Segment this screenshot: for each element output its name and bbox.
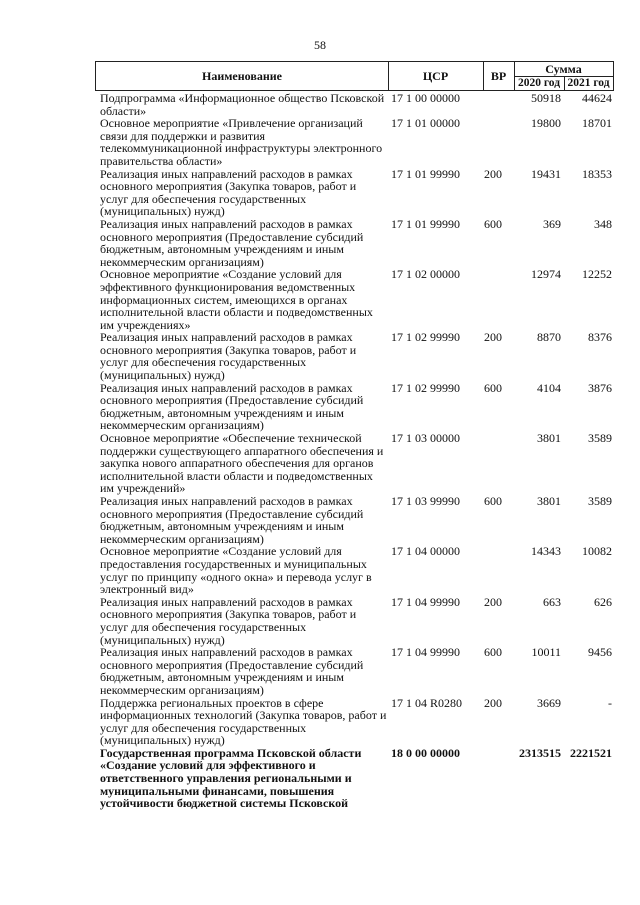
- row-csr: 18 0 00 00000: [391, 745, 460, 760]
- row-2020: 50918: [531, 91, 561, 105]
- row-vr: [482, 545, 513, 595]
- row-csr: 17 1 01 99990: [391, 216, 460, 231]
- header-vr: ВР: [483, 62, 515, 90]
- row-name: Поддержка региональных проектов в сфере информационных технологий (Закупка товаров, работ и услуг для обеспечения государственных (муниципальных) нужд): [100, 695, 387, 748]
- row-2020: 2313515: [519, 745, 561, 760]
- row-vr: 600: [484, 216, 502, 231]
- row-2021: 348: [594, 216, 612, 231]
- row-2020: 10011: [531, 645, 561, 660]
- row-name: Реализация иных направлений расходов в рамках основного мероприятия (Предоставление субсидий бюджетным, автономным учреждениям и иным некоммерческим организациям): [100, 645, 364, 697]
- row-2021: 12252: [582, 267, 612, 282]
- table-row: [95, 382, 614, 432]
- header-year-2021: 2021 год: [567, 77, 610, 89]
- row-2020: 19431: [531, 166, 561, 181]
- row-2020: 12974: [531, 267, 561, 282]
- row-csr: 17 1 04 99990: [391, 594, 460, 609]
- row-name: Реализация иных направлений расходов в рамках основного мероприятия (Предоставление субсидий бюджетным, автономным учреждениям и иным некоммерческим организациям): [100, 380, 364, 433]
- row-2021: 18353: [582, 166, 612, 181]
- row-csr: 17 1 04 99990: [391, 645, 460, 660]
- table-row: [95, 117, 614, 167]
- table-row: [95, 747, 614, 810]
- row-name: Реализация иных направлений расходов в рамках основного мероприятия (Закупка товаров, работ и услуг для обеспечения государственных (муниципальных) нужд): [100, 594, 357, 647]
- row-2020: 3669: [537, 695, 561, 710]
- table-body: [95, 92, 614, 810]
- table-row: [95, 168, 614, 218]
- row-vr: 600: [484, 380, 502, 395]
- row-name: Подпрограмма «Информационное общество Псковской области»: [100, 91, 385, 118]
- row-name: Государственная программа Псковской области «Создание условий для эффективного и ответственного управления региональными и муниципальными финансами, повышения устойчивости бюджетной системы Псковской: [100, 745, 362, 811]
- row-vr: 200: [484, 695, 502, 710]
- row-2021: -: [608, 695, 612, 710]
- row-name: Основное мероприятие «Создание условий для предоставления государственных и муниципальных услуг по принципу «одного окна» и перевода услуг в электронный вид»: [100, 544, 372, 597]
- row-2020: 14343: [531, 544, 561, 559]
- row-vr: 600: [484, 645, 502, 660]
- row-vr: [482, 432, 513, 495]
- row-2021: 3876: [588, 380, 612, 395]
- header-sum: Сумма: [514, 62, 613, 77]
- row-vr: 200: [484, 166, 502, 181]
- row-csr: 17 1 02 00000: [391, 267, 460, 282]
- row-name: Реализация иных направлений расходов в рамках основного мероприятия (Закупка товаров, работ и услуг для обеспечения государственных (муниципальных) нужд): [100, 166, 357, 219]
- table-row: [95, 218, 614, 268]
- page-number: 58: [314, 38, 326, 52]
- row-name: Основное мероприятие «Обеспечение технической поддержки существующего аппаратного обеспечения и закупка нового аппаратного обеспечения для органов исполнительной власти области и подведомственных им учреждений»: [100, 431, 384, 496]
- row-vr: 200: [484, 330, 502, 345]
- row-2021: 626: [594, 594, 612, 609]
- table-row: [95, 268, 614, 331]
- table-row: [95, 331, 614, 381]
- row-name: Основное мероприятие «Привлечение организаций связи для поддержки и развития телекоммуникационной инфраструктуры электронного правительства области»: [100, 116, 383, 168]
- row-2020: 3801: [537, 494, 561, 508]
- row-2021: 9456: [588, 645, 612, 660]
- row-csr: 17 1 02 99990: [391, 330, 460, 345]
- row-vr: [482, 92, 513, 117]
- row-csr: 17 1 03 00000: [391, 431, 460, 446]
- header-year-2020: 2020 год: [514, 76, 565, 90]
- row-2021: 2221521: [570, 745, 612, 760]
- row-csr: 17 1 04 R0280: [391, 695, 463, 710]
- row-2020: 4104: [537, 380, 561, 395]
- row-csr: 17 1 01 00000: [391, 116, 460, 131]
- row-2020: 663: [543, 594, 561, 609]
- header-csr: ЦСР: [388, 62, 484, 90]
- row-2020: 369: [543, 216, 561, 231]
- row-vr: 600: [484, 494, 502, 508]
- row-vr: 200: [484, 594, 502, 609]
- table-row: [95, 495, 614, 545]
- header-name: Наименование: [96, 62, 389, 90]
- row-csr: 17 1 04 00000: [391, 544, 460, 559]
- row-2020: 3801: [537, 431, 561, 446]
- row-2020: 19800: [531, 116, 561, 131]
- table-row: [95, 92, 614, 117]
- row-csr: 17 1 03 99990: [391, 494, 460, 508]
- row-vr: [482, 268, 513, 331]
- row-name: Реализация иных направлений расходов в рамках основного мероприятия (Закупка товаров, работ и услуг для обеспечения государственных (муниципальных) нужд): [100, 330, 357, 383]
- table-row: [95, 697, 614, 747]
- table-row: [95, 432, 614, 495]
- row-2021: 44624: [582, 91, 612, 105]
- row-csr: 17 1 02 99990: [391, 380, 460, 395]
- row-2021: 3589: [588, 431, 612, 446]
- row-name: Реализация иных направлений расходов в рамках основного мероприятия (Предоставление субсидий бюджетным, автономным учреждениям и иным некоммерческим организациям): [100, 494, 364, 546]
- row-2021: 3589: [588, 494, 612, 508]
- row-csr: 17 1 00 00000: [391, 91, 460, 105]
- row-csr: 17 1 01 99990: [391, 166, 460, 181]
- table-row: [95, 646, 614, 696]
- row-2021: 8376: [588, 330, 612, 345]
- row-2021: 10082: [582, 544, 612, 559]
- row-vr: [482, 747, 513, 810]
- row-2021: 18701: [582, 116, 612, 131]
- row-2020: 8870: [537, 330, 561, 345]
- row-name: Реализация иных направлений расходов в рамках основного мероприятия (Предоставление субсидий бюджетным, автономным учреждениям и иным некоммерческим организациям): [100, 216, 364, 269]
- table-row: [95, 596, 614, 646]
- table-row: [95, 545, 614, 595]
- row-vr: [482, 117, 513, 167]
- row-name: Основное мероприятие «Создание условий для эффективного функционирования ведомственных информационных систем, имеющихся в органах исполнительной власти области и подведомственных им учреждениях»: [100, 267, 373, 332]
- table-header: [95, 61, 614, 91]
